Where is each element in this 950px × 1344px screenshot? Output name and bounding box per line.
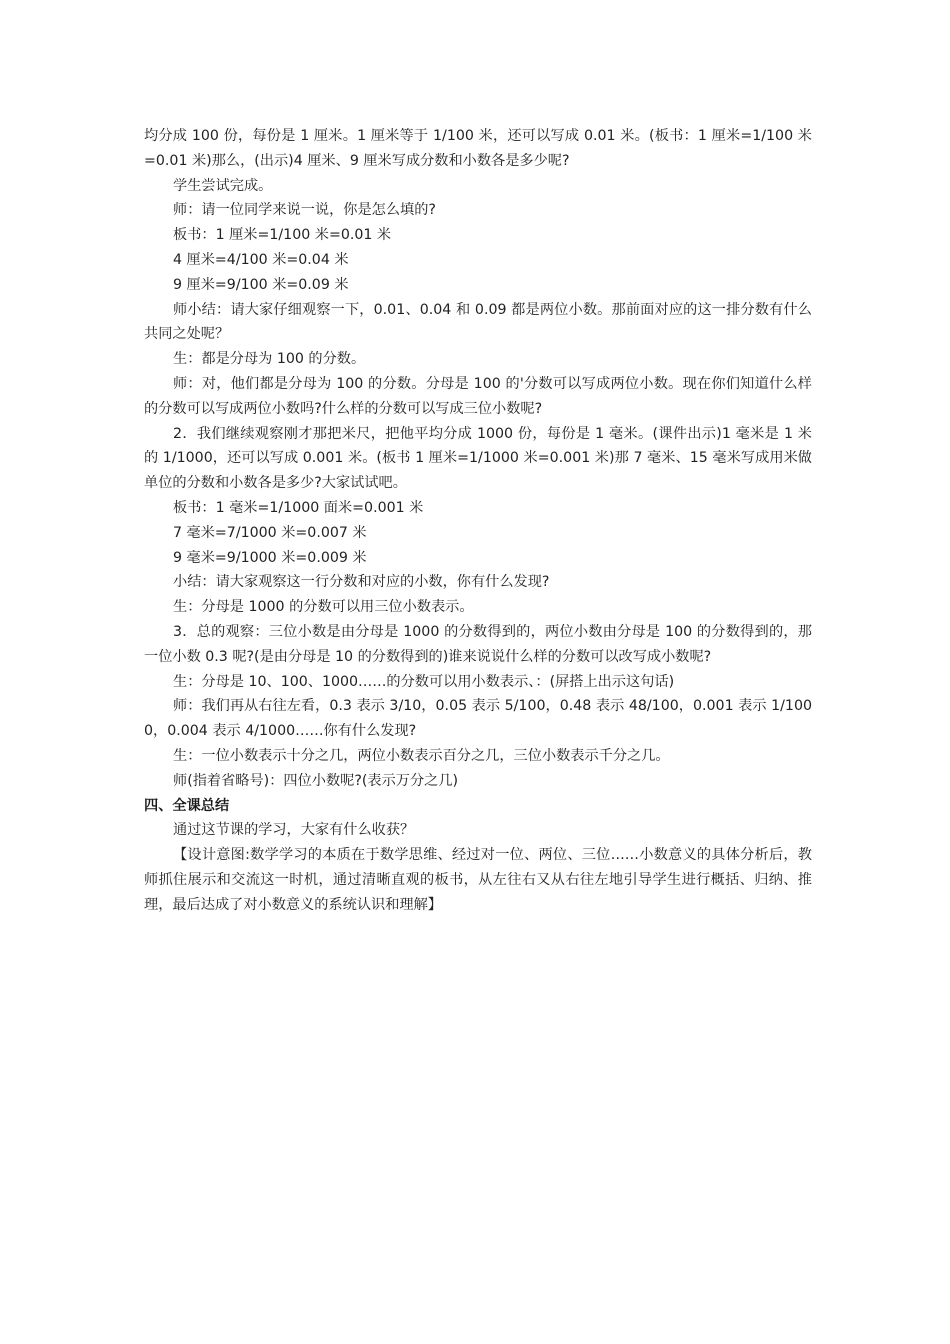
paragraph: 7 毫米=7/1000 米=0.007 米 bbox=[173, 524, 367, 541]
paragraph: 9 毫米=9/1000 米=0.009 米 bbox=[173, 549, 367, 566]
paragraph: 4 厘米=4/100 米=0.04 米 bbox=[173, 251, 349, 268]
paragraph: 板书：1 厘米=1/100 米=0.01 米 bbox=[173, 227, 392, 244]
paragraph: 师(指着省略号)：四位小数呢?(表示万分之几) bbox=[173, 772, 459, 789]
body-text bbox=[144, 124, 812, 794]
paragraph: 2．我们继续观察刚才那把米尺，把他平均分成 1000 份，每份是 1 毫米。(课件出示)1 毫米是 1 米的 1/1000，还可以写成 0.001 米。(板书 1 厘米=1/1000 米=0.001 米)那 7 毫米、15 毫米写成用米做单位的分数和小数各是多少?大家试试吧。 bbox=[144, 425, 812, 492]
paragraph: 师：对，他们都是分母为 100 的分数。分母是 100 的'分数可以写成两位小数。现在你们知道什么样的分数可以写成两位小数吗?什么样的分数可以写成三位小数呢? bbox=[144, 375, 812, 417]
paragraph: 小结：请大家观察这一行分数和对应的小数，你有什么发现? bbox=[173, 574, 550, 591]
paragraph: 9 厘米=9/100 米=0.09 米 bbox=[173, 276, 349, 293]
paragraph: 生：一位小数表示十分之几，两位小数表示百分之几，三位小数表示千分之几。 bbox=[173, 747, 670, 764]
paragraph: 3．总的观察：三位小数是由分母是 1000 的分数得到的，两位小数由分母是 100 的分数得到的，那一位小数 0.3 呢?(是由分母是 10 的分数得到的)谁来说说什么样的分数可以改写成小数呢? bbox=[144, 623, 812, 665]
paragraph: 师：请一位同学来说一说，你是怎么填的? bbox=[173, 202, 436, 219]
paragraph: 生：分母是 1000 的分数可以用三位小数表示。 bbox=[173, 599, 474, 616]
paragraph: 师小结：请大家仔细观察一下，0.01、0.04 和 0.09 都是两位小数。那前面对应的这一排分数有什么共同之处呢？ bbox=[144, 301, 812, 343]
document-page bbox=[144, 124, 812, 918]
paragraph: 生：都是分母为 100 的分数。 bbox=[173, 351, 366, 368]
closing-text bbox=[144, 818, 812, 917]
paragraph: 通过这节课的学习，大家有什么收获？ bbox=[173, 822, 415, 839]
paragraph: 均分成 100 份，每份是 1 厘米。1 厘米等于 1/100 米，还可以写成 0.01 米。(板书：1 厘米=1/100 米=0.01 米)那么，(出示)4 厘米、9 厘米写成分数和小数各是多少呢? bbox=[144, 128, 812, 169]
section-heading: 四、全课总结 bbox=[144, 797, 230, 814]
paragraph: 生：分母是 10、100、1000……的分数可以用小数表示、：(屏搭上出示这句话) bbox=[173, 673, 675, 690]
paragraph: 师：我们再从右往左看，0.3 表示 3/10，0.05 表示 5/100，0.48 表示 48/100，0.001 表示 1/1000，0.004 表示 4/1000……你有什么发现? bbox=[144, 698, 812, 740]
paragraph: 学生尝试完成。 bbox=[173, 177, 273, 194]
design-intent-paragraph: 【设计意图:数学学习的本质在于数学思维、经过对一位、两位、三位……小数意义的具体分析后，教师抓住展示和交流这一时机，通过清晰直观的板书，从左往右又从右往左地引导学生进行概括、归纳、推理，最后达成了对小数意义的系统认识和理解】 bbox=[144, 847, 812, 913]
paragraph: 板书：1 毫米=1/1000 面米=0.001 米 bbox=[173, 499, 424, 516]
